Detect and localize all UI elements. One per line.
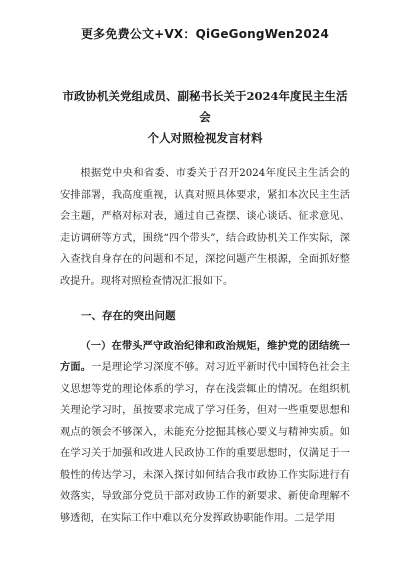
- promo-banner: 更多免费公文+VX：QiGeGongWen2024: [80, 27, 329, 41]
- title-line-2: 个人对照检视发言材料: [147, 131, 263, 145]
- title-line-1: 市政协机关党组成员、副秘书长关于2024年度民主生活会: [62, 89, 348, 124]
- section-heading: 一、存在的突出问题: [81, 310, 176, 322]
- subsection-paragraph: [60, 336, 350, 530]
- subsection-heading: （一）在带头严守政治纪律和政治规矩，维护党的团结统一方面。: [60, 339, 350, 373]
- body: [60, 163, 350, 529]
- document-title: [60, 86, 350, 149]
- subsection-text: 一是理论学习深度不够。对习近平新时代中国特色社会主义思想等党的理论体系的学习，存在浅尝辄止的情况。在组织机关理论学习时，虽按要求完成了学习任务，但对一些重要思想和观点的领会不够深入，未能充分挖掘其核心要义与精神实质。如在学习关于加强和改进人民政协工作的重要思想时，仅满足于一般性的传达学习，未深入探讨如何结合我市政协工作实际进行有效落实，导致部分党员干部对政协工作的新要求、新使命理解不够透彻，在实际工作中难以充分发挥政协职能作用。二是学用: [60, 362, 351, 524]
- intro-paragraph: 根据党中央和省委、市委关于召开2024年度民主生活会的安排部署，我高度重视，认真对照具体要求，紧扣本次民主生活会主题，严格对标对表，通过自己查摆、谈心谈话、征求意见、走访调研等方式，围绕“四个带头”，结合政协机关工作实际，深入查找自身存在的问题和不足，深挖问题产生根源，全面抓好整改提升。现将对照检查情况汇报如下。: [60, 168, 350, 287]
